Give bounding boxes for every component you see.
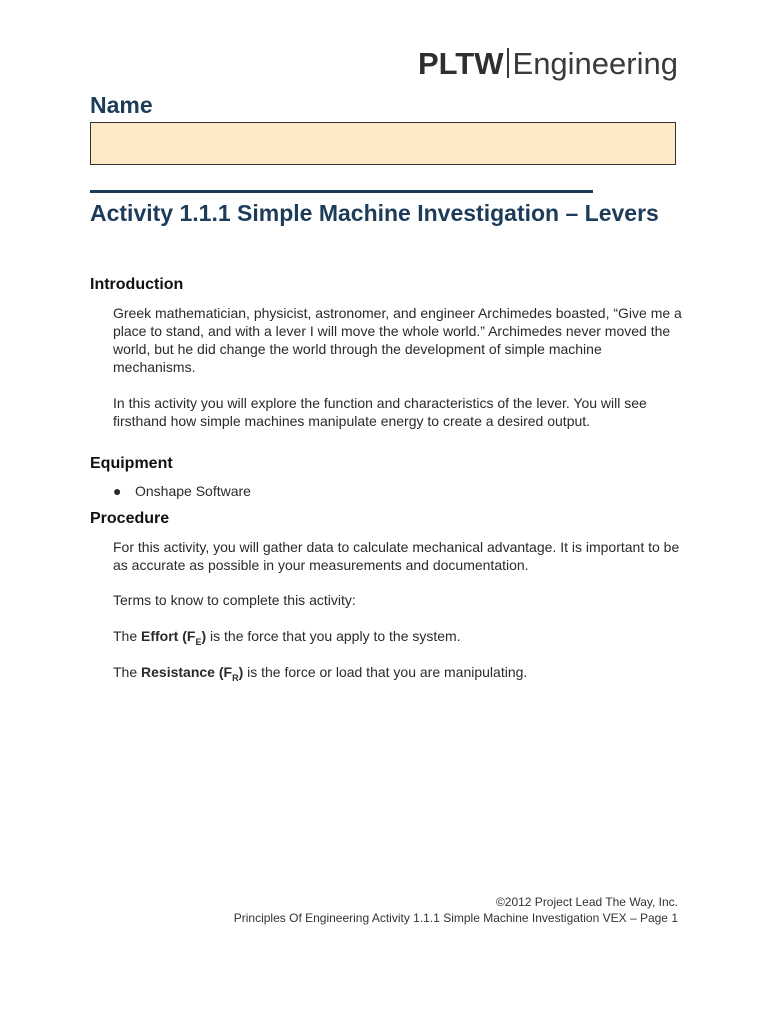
name-input-field[interactable]: [90, 122, 676, 165]
introduction-heading: Introduction: [90, 276, 184, 293]
pltw-engineering-logo: [418, 44, 678, 84]
logo-brand: PLTW: [418, 46, 504, 81]
resistance-description: is the force or load that you are manipulating.: [243, 664, 528, 680]
introduction-paragraph-1: Greek mathematician, physicist, astronomer, and engineer Archimedes boasted, “Give me a place to stand, and with a lever I will move the whole world.” Archimedes never moved the world, but he did change the world through the development of simple machine mechanisms.: [113, 305, 682, 375]
name-label: Name: [90, 92, 153, 118]
logo-division: Engineering: [512, 46, 678, 81]
effort-description: is the force that you apply to the system.: [206, 628, 461, 644]
effort-term: Effort $(F_E)$: [141, 628, 207, 647]
footer-copyright: ©2012 Project Lead The Way, Inc.: [495, 895, 678, 909]
equipment-item-label: Onshape Software: [135, 483, 251, 499]
logo-divider: [507, 48, 509, 78]
resistance-term: Resistance $(F_R)$: [141, 664, 244, 683]
resistance-definition: [113, 663, 683, 687]
title-rule: [90, 190, 593, 193]
introduction-paragraph-2: In this activity you will explore the function and characteristics of the lever. You will see firsthand how simple machines manipulate energy to create a desired output.: [113, 395, 647, 429]
procedure-paragraph-1: For this activity, you will gather data to calculate mechanical advantage. It is important to be as accurate as possible in your measurements and documentation.: [113, 539, 680, 573]
footer-course-line: Principles Of Engineering Activity 1.1.1 Simple Machine Investigation VEX – Page 1: [233, 911, 678, 925]
bullet-icon: ●: [113, 483, 122, 499]
effort-prefix: The: [113, 628, 142, 644]
procedure-heading: Procedure: [90, 510, 170, 527]
effort-definition: [113, 627, 683, 651]
equipment-list-item: [113, 483, 251, 499]
procedure-paragraph-2: Terms to know to complete this activity:: [113, 592, 356, 608]
resistance-prefix: The: [113, 664, 142, 680]
activity-title: Activity 1.1.1 Simple Machine Investigation – Levers: [90, 200, 659, 226]
equipment-heading: Equipment: [90, 455, 173, 472]
